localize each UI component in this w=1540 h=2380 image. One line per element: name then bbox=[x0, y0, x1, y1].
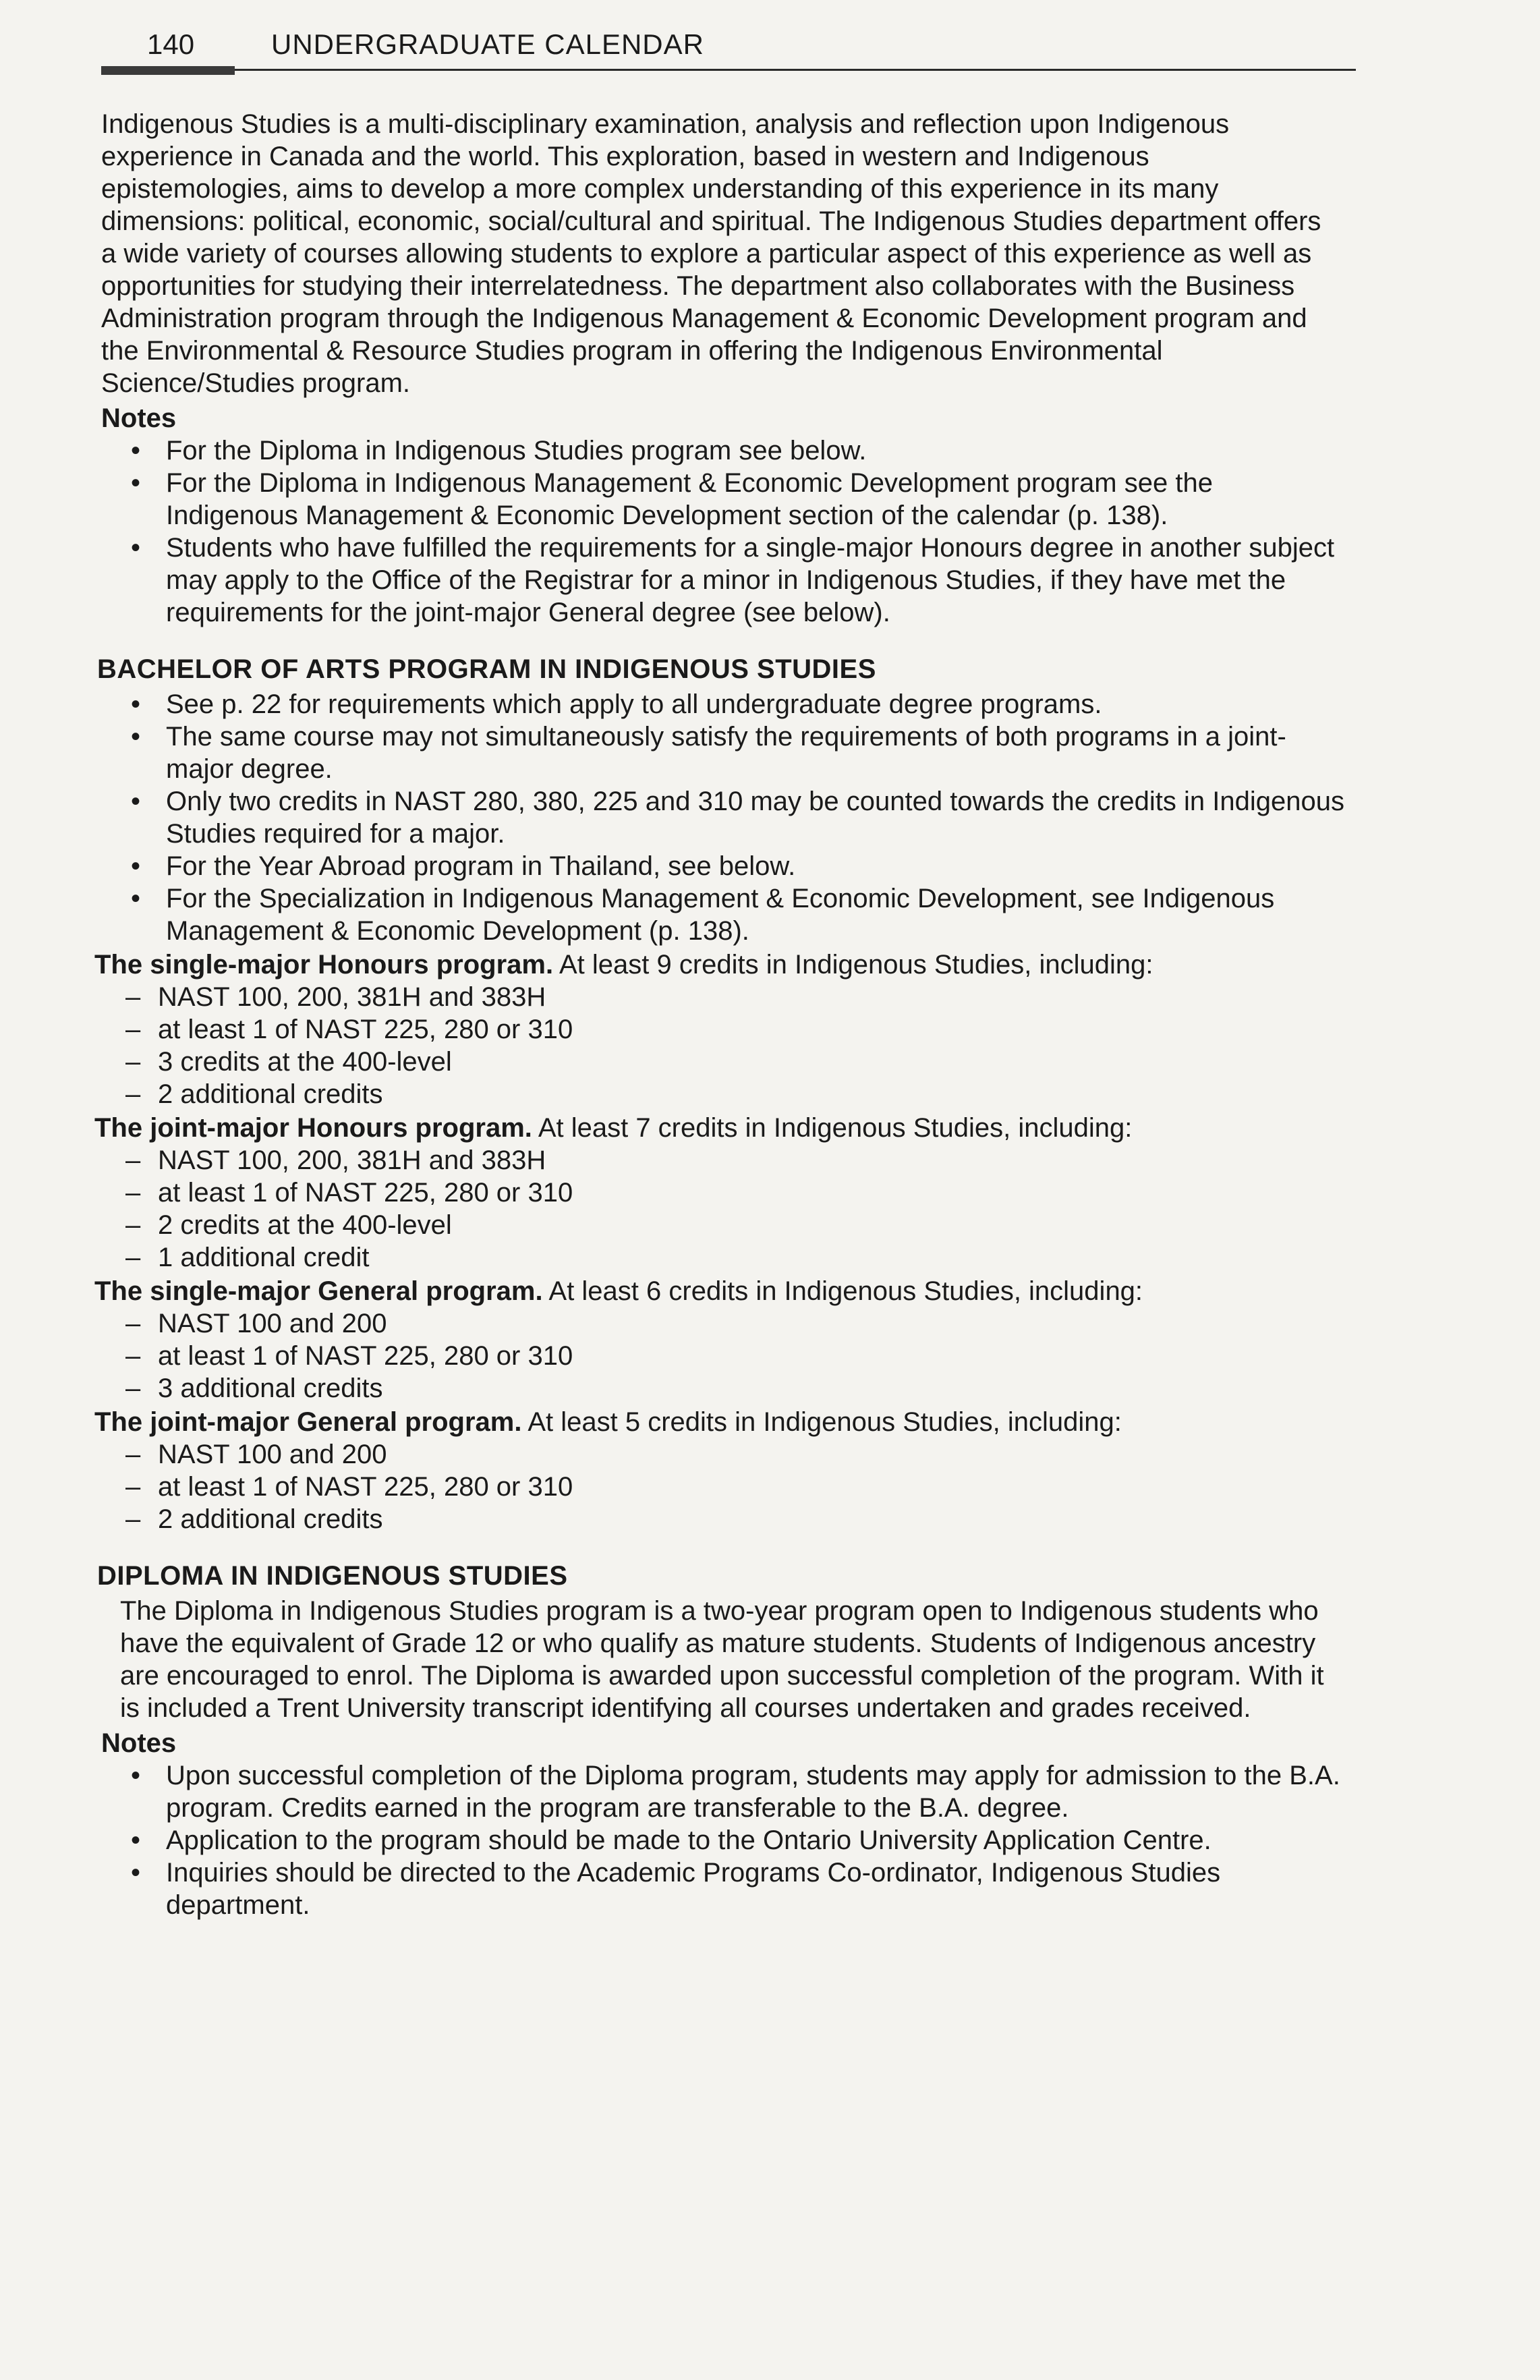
program-name: The joint-major General program. bbox=[94, 1407, 522, 1437]
list-item-text: For the Year Abroad program in Thailand, see below. bbox=[166, 851, 796, 881]
list-item bbox=[94, 467, 1349, 532]
list-item bbox=[94, 981, 1349, 1013]
dash-icon: – bbox=[125, 1472, 141, 1502]
program-description: At least 5 credits in Indigenous Studies, including: bbox=[527, 1407, 1122, 1437]
list-item-text: See p. 22 for requirements which apply to all undergraduate degree programs. bbox=[166, 689, 1102, 719]
bullet-icon: • bbox=[131, 1825, 141, 1855]
list-item-text: at least 1 of NAST 225, 280 or 310 bbox=[158, 1341, 573, 1371]
intro-paragraph: Indigenous Studies is a multi-disciplinary examination, analysis and reflection upon Indigenous experience in Canada and the world. This exploration, based in western and Indigenous epistemologies, aims to develop a more complex understanding of this experience in its many dimensions: political, economic, social/cultural and spiritual. The Indigenous Studies department offers a wide variety of courses allowing students to explore a particular aspect of this experience as well as opportunities for studying their interrelatedness. The department also collaborates with the Business Administration program through the Indigenous Management & Economic Development program and the Environmental & Resource Studies program in offering the Indigenous Environmental Science/Studies program. bbox=[101, 109, 1321, 398]
list-item-text: NAST 100, 200, 381H and 383H bbox=[158, 982, 546, 1012]
dash-icon: – bbox=[125, 1079, 141, 1109]
bullet-icon: • bbox=[131, 1761, 141, 1790]
list-item bbox=[94, 785, 1349, 850]
requirements-list bbox=[94, 1144, 1349, 1274]
dash-icon: – bbox=[125, 1243, 141, 1272]
list-item-text: at least 1 of NAST 225, 280 or 310 bbox=[158, 1178, 573, 1208]
list-item-text: Application to the program should be made to the Ontario University Application Centre. bbox=[166, 1825, 1211, 1855]
list-item-text: NAST 100 and 200 bbox=[158, 1309, 387, 1338]
list-item-text: 3 additional credits bbox=[158, 1373, 383, 1403]
dash-icon: – bbox=[125, 1047, 141, 1077]
list-item-text: at least 1 of NAST 225, 280 or 310 bbox=[158, 1472, 573, 1502]
program-description: At least 7 credits in Indigenous Studies, including: bbox=[538, 1113, 1133, 1143]
requirements-list bbox=[94, 981, 1349, 1110]
list-item-text: Only two credits in NAST 280, 380, 225 and 310 may be counted towards the credits in Indigenous Studies required for a major. bbox=[166, 787, 1344, 849]
notes-label: Notes bbox=[101, 403, 177, 433]
list-item bbox=[94, 882, 1349, 947]
list-item bbox=[94, 1471, 1349, 1503]
dash-icon: – bbox=[125, 1309, 141, 1338]
program-name: The single-major Honours program. bbox=[94, 950, 554, 980]
requirements-list bbox=[94, 1307, 1349, 1405]
list-item bbox=[94, 1340, 1349, 1372]
dash-icon: – bbox=[125, 1145, 141, 1175]
diploma-intro-paragraph: The Diploma in Indigenous Studies program is a two-year program open to Indigenous students who have the equivalent of Grade 12 or who qualify as mature students. Students of Indigenous ancestry are encouraged to enrol. The Diploma is awarded upon successful completion of the program. With it is included a Trent University transcript identifying all courses undertaken and grades received. bbox=[120, 1596, 1324, 1723]
list-item bbox=[94, 720, 1349, 785]
program-name: The joint-major Honours program. bbox=[94, 1113, 532, 1143]
dash-icon: – bbox=[125, 1341, 141, 1371]
bullet-icon: • bbox=[131, 1858, 141, 1888]
intro-notes-list bbox=[94, 434, 1349, 629]
list-item bbox=[94, 1013, 1349, 1046]
list-item-text: at least 1 of NAST 225, 280 or 310 bbox=[158, 1015, 573, 1044]
bullet-icon: • bbox=[131, 533, 141, 563]
dash-icon: – bbox=[125, 1440, 141, 1469]
program-single-major-general bbox=[94, 1275, 1349, 1405]
list-item bbox=[94, 1759, 1349, 1824]
diploma-notes-list bbox=[94, 1759, 1349, 1921]
ba-bullets-list bbox=[94, 688, 1349, 947]
header-rule-block bbox=[101, 66, 235, 75]
list-item-text: 2 additional credits bbox=[158, 1079, 383, 1109]
list-item-text: The same course may not simultaneously satisfy the requirements of both programs in a joint-major degree. bbox=[166, 722, 1286, 784]
list-item-text: For the Diploma in Indigenous Management & Economic Development program see the Indigenous Management & Economic Development section of the calendar (p. 138). bbox=[166, 468, 1213, 530]
program-joint-major-honours bbox=[94, 1112, 1349, 1274]
list-item-text: 2 credits at the 400-level bbox=[158, 1210, 452, 1240]
page-header bbox=[101, 24, 1356, 78]
list-item bbox=[94, 1241, 1349, 1274]
list-item bbox=[94, 1857, 1349, 1921]
requirements-list bbox=[94, 1438, 1349, 1535]
bullet-icon: • bbox=[131, 884, 141, 913]
dash-icon: – bbox=[125, 1504, 141, 1534]
page-content bbox=[94, 108, 1349, 1921]
header-rule bbox=[101, 69, 1356, 71]
dash-icon: – bbox=[125, 982, 141, 1012]
list-item bbox=[94, 532, 1349, 629]
program-description: At least 6 credits in Indigenous Studies, including: bbox=[548, 1276, 1143, 1306]
list-item bbox=[94, 1503, 1349, 1535]
list-item bbox=[94, 1046, 1349, 1078]
list-item bbox=[94, 1372, 1349, 1405]
dash-icon: – bbox=[125, 1373, 141, 1403]
bullet-icon: • bbox=[131, 722, 141, 752]
list-item-text: 3 credits at the 400-level bbox=[158, 1047, 452, 1077]
list-item-text: Inquiries should be directed to the Academic Programs Co-ordinator, Indigenous Studies department. bbox=[166, 1858, 1221, 1920]
diploma-heading: DIPLOMA IN INDIGENOUS STUDIES bbox=[97, 1561, 568, 1591]
dash-icon: – bbox=[125, 1178, 141, 1208]
diploma-notes-label: Notes bbox=[101, 1728, 177, 1758]
list-item bbox=[94, 1144, 1349, 1177]
dash-icon: – bbox=[125, 1210, 141, 1240]
list-item bbox=[94, 1078, 1349, 1110]
list-item bbox=[94, 434, 1349, 467]
list-item-text: Students who have fulfilled the requirements for a single-major Honours degree in another subject may apply to the Office of the Registrar for a minor in Indigenous Studies, if they have met the requirements for the joint-major General degree (see below). bbox=[166, 533, 1335, 627]
list-item bbox=[94, 1824, 1349, 1857]
list-item bbox=[94, 850, 1349, 882]
bullet-icon: • bbox=[131, 436, 141, 465]
ba-heading: BACHELOR OF ARTS PROGRAM IN INDIGENOUS STUDIES bbox=[97, 654, 876, 684]
list-item bbox=[94, 1438, 1349, 1471]
list-item bbox=[94, 1177, 1349, 1209]
list-item-text: Upon successful completion of the Diploma program, students may apply for admission to the B.A. program. Credits earned in the program are transferable to the B.A. degree. bbox=[166, 1761, 1340, 1823]
list-item-text: NAST 100, 200, 381H and 383H bbox=[158, 1145, 546, 1175]
list-item bbox=[94, 1209, 1349, 1241]
list-item-text: NAST 100 and 200 bbox=[158, 1440, 387, 1469]
program-single-major-honours bbox=[94, 948, 1349, 1110]
page-number: 140 bbox=[147, 28, 195, 60]
bullet-icon: • bbox=[131, 468, 141, 498]
list-item-text: For the Specialization in Indigenous Management & Economic Development, see Indigenous Management & Economic Development (p. 138). bbox=[166, 884, 1275, 946]
program-joint-major-general bbox=[94, 1406, 1349, 1535]
bullet-icon: • bbox=[131, 787, 141, 816]
list-item-text: For the Diploma in Indigenous Studies program see below. bbox=[166, 436, 867, 465]
list-item-text: 1 additional credit bbox=[158, 1243, 370, 1272]
program-description: At least 9 credits in Indigenous Studies, including: bbox=[559, 950, 1153, 980]
dash-icon: – bbox=[125, 1015, 141, 1044]
program-name: The single-major General program. bbox=[94, 1276, 543, 1306]
list-item-text: 2 additional credits bbox=[158, 1504, 383, 1534]
header-title: UNDERGRADUATE CALENDAR bbox=[271, 28, 704, 60]
bullet-icon: • bbox=[131, 851, 141, 881]
list-item bbox=[94, 1307, 1349, 1340]
list-item bbox=[94, 688, 1349, 720]
bullet-icon: • bbox=[131, 689, 141, 719]
